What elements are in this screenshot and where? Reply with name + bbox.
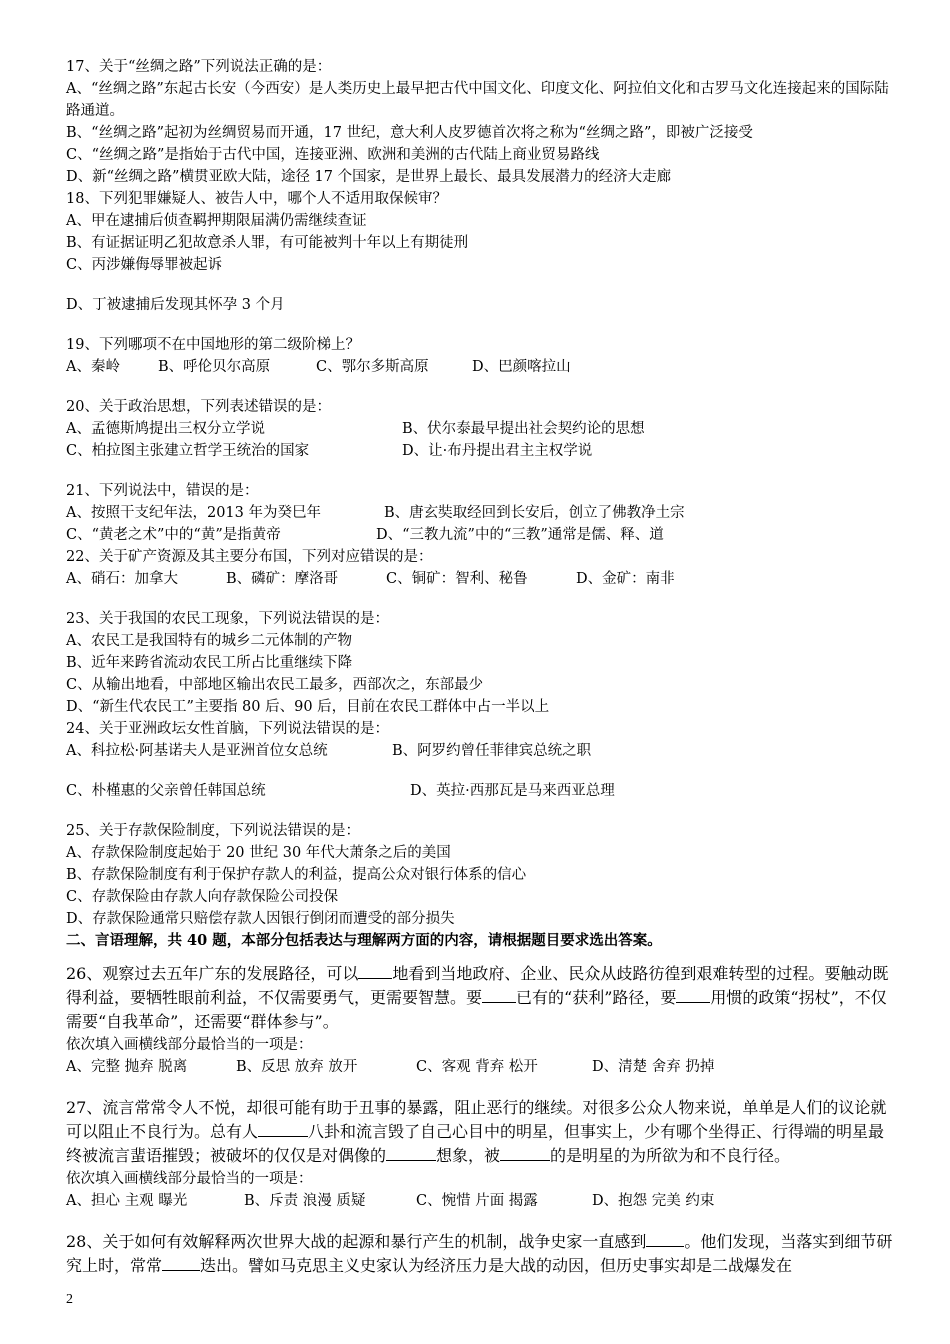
q25-stem: 25、关于存款保险制度，下列说法错误的是： xyxy=(66,823,360,839)
q17-option-d: D、新“丝绸之路”横贯亚欧大陆，途径 17 个国家，是世界上最长、最具发展潜力的经济大走廊 xyxy=(66,169,672,185)
q19-stem: 19、下列哪项不在中国地形的第二级阶梯上？ xyxy=(66,337,360,353)
q22-option-d: D、金矿：南非 xyxy=(576,571,675,587)
q17-option-b: B、“丝绸之路”起初为丝绸贸易而开通，17 世纪，意大利人皮罗德首次将之称为“丝绸之路”，即被广泛接受 xyxy=(66,125,753,141)
q17-option-c: C、“丝绸之路”是指始于古代中国，连接亚洲、欧洲和美洲的古代陆上商业贸易路线 xyxy=(66,147,600,163)
q21-option-c: C、“黄老之术”中的“黄”是指黄帝 xyxy=(66,527,281,543)
q25-option-c: C、存款保险由存款人向存款保险公司投保 xyxy=(66,889,339,905)
q22-option-a: A、硝石：加拿大 xyxy=(66,571,178,587)
q18-option-d: D、丁被逮捕后发现其怀孕 3 个月 xyxy=(66,297,285,313)
q26-options xyxy=(66,1056,896,1078)
q19-option-d: D、巴颜喀拉山 xyxy=(472,359,571,375)
q21-option-d: D、“三教九流”中的“三教”通常是儒、释、道 xyxy=(376,527,664,543)
q27-text-3: 想象，被 xyxy=(436,1146,501,1165)
q23-option-b: B、近年来跨省流动农民工所占比重继续下降 xyxy=(66,655,353,671)
q21-options-row1 xyxy=(66,502,896,524)
q26-option-b: B、反思 放弃 放开 xyxy=(236,1059,358,1075)
q26-blank-1 xyxy=(358,962,392,979)
q24-option-a: A、科拉松·阿基诺夫人是亚洲首位女总统 xyxy=(66,743,328,759)
q19-option-c: C、鄂尔多斯高原 xyxy=(316,359,429,375)
q19-option-a: A、秦岭 xyxy=(66,359,120,375)
q18-option-a: A、甲在逮捕后侦查羁押期限届满仍需继续查证 xyxy=(66,213,367,229)
q19-options xyxy=(66,356,896,378)
q27-options xyxy=(66,1190,896,1212)
q28-text-2: 。他们发现，当落实到细节研究上时，常常 xyxy=(66,1232,893,1275)
q23-option-c: C、从输出地看，中部地区输出农民工最多，西部次之，东部最少 xyxy=(66,677,484,693)
q26-passage xyxy=(66,962,896,1034)
page-number: 2 xyxy=(66,1292,73,1307)
q27-prompt: 依次填入画横线部分最恰当的一项是： xyxy=(66,1171,313,1187)
q27-option-b: B、斥责 浪漫 质疑 xyxy=(244,1193,366,1209)
q26-blank-3 xyxy=(676,986,710,1003)
q18-option-c: C、丙涉嫌侮辱罪被起诉 xyxy=(66,257,223,273)
q22-stem: 22、关于矿产资源及其主要分布国，下列对应错误的是： xyxy=(66,549,433,565)
q18-option-b: B、有证据证明乙犯故意杀人罪，有可能被判十年以上有期徒刑 xyxy=(66,235,469,251)
q17-stem: 17、关于“丝绸之路”下列说法正确的是： xyxy=(66,59,332,75)
q24-stem: 24、关于亚洲政坛女性首脑，下列说法错误的是： xyxy=(66,721,389,737)
section-heading: 二、言语理解，共 40 题，本部分包括表达与理解两方面的内容，请根据题目要求选出答案。 xyxy=(66,932,662,949)
q20-option-d: D、让·布丹提出君主主权学说 xyxy=(402,443,593,459)
q20-stem: 20、关于政治思想，下列表述错误的是： xyxy=(66,399,331,415)
q27-blank-2 xyxy=(386,1144,436,1161)
q27-blank-1 xyxy=(258,1120,308,1137)
q21-option-b: B、唐玄奘取经回到长安后，创立了佛教净土宗 xyxy=(384,505,685,521)
q27-text-2: 八卦和流言毁了自己心目中的明星，但事实上，少有哪个坐得正、行得端的明星最终被流言蜚语摧毁；被破坏的仅仅是对偶像的 xyxy=(66,1122,885,1165)
q27-passage xyxy=(66,1096,896,1168)
q25-option-a: A、存款保险制度起始于 20 世纪 30 年代大萧条之后的美国 xyxy=(66,845,451,861)
document-page xyxy=(66,56,896,1278)
q28-text-3: 迭出。譬如马克思主义史家认为经济压力是大战的动因，但历史事实却是二战爆发在 xyxy=(200,1256,793,1275)
q27-option-c: C、惋惜 片面 揭露 xyxy=(416,1193,538,1209)
q22-option-b: B、磷矿：摩洛哥 xyxy=(226,571,339,587)
q24-option-c: C、朴槿惠的父亲曾任韩国总统 xyxy=(66,783,266,799)
q23-option-a: A、农民工是我国特有的城乡二元体制的产物 xyxy=(66,633,352,649)
q28-blank-2 xyxy=(162,1254,200,1271)
q17-option-a: A、“丝绸之路”东起古长安（今西安）是人类历史上最早把古代中国文化、印度文化、阿拉伯文化和古罗马文化连接起来的国际陆路通道。 xyxy=(66,81,889,119)
q26-option-a: A、完整 抛弃 脱离 xyxy=(66,1059,188,1075)
q27-option-a: A、担心 主观 曝光 xyxy=(66,1193,188,1209)
q28-blank-1 xyxy=(646,1230,684,1247)
q26-prompt: 依次填入画横线部分最恰当的一项是： xyxy=(66,1037,313,1053)
q25-option-b: B、存款保险制度有利于保护存款人的利益，提高公众对银行体系的信心 xyxy=(66,867,527,883)
q26-option-c: C、客观 背弃 松开 xyxy=(416,1059,538,1075)
q24-option-b: B、阿罗约曾任菲律宾总统之职 xyxy=(392,743,592,759)
q27-text-1: 27、流言常常令人不悦，却很可能有助于丑事的暴露，阻止恶行的继续。对很多公众人物来说，单单是人们的议论就可以阻止不良行为。总有人 xyxy=(66,1098,887,1141)
q24-option-d: D、英拉·西那瓦是马来西亚总理 xyxy=(410,783,615,799)
q27-text-4: 的是明星的为所欲为和不良行径。 xyxy=(550,1146,791,1165)
q18-stem: 18、下列犯罪嫌疑人、被告人中，哪个人不适用取保候审？ xyxy=(66,191,447,207)
q27-option-d: D、抱怨 完美 约束 xyxy=(592,1193,715,1209)
q26-option-d: D、清楚 舍弃 扔掉 xyxy=(592,1059,715,1075)
q21-option-a: A、按照干支纪年法，2013 年为癸巳年 xyxy=(66,505,321,521)
q23-option-d: D、“新生代农民工”主要指 80 后、90 后，目前在农民工群体中占一半以上 xyxy=(66,699,550,715)
q26-text-1: 26、观察过去五年广东的发展路径，可以 xyxy=(66,964,359,983)
q20-option-c: C、柏拉图主张建立哲学王统治的国家 xyxy=(66,443,310,459)
q20-option-a: A、孟德斯鸠提出三权分立学说 xyxy=(66,421,265,437)
q28-passage xyxy=(66,1230,896,1278)
q22-options xyxy=(66,568,896,590)
q22-option-c: C、铜矿：智利、秘鲁 xyxy=(386,571,528,587)
q24-options-row2 xyxy=(66,780,896,802)
q26-text-2: 地看到当地政府、企业、民众从歧路彷徨到艰难转型的过程。要触动既得利益，要牺牲眼前利益，不仅需要勇气，更需要智慧。要 xyxy=(66,964,889,1007)
q20-option-b: B、伏尔泰最早提出社会契约论的思想 xyxy=(402,421,645,437)
q27-blank-3 xyxy=(500,1144,550,1161)
q24-options-row1 xyxy=(66,740,896,762)
q20-options-row2 xyxy=(66,440,896,462)
q20-options-row1 xyxy=(66,418,896,440)
q26-text-3: 已有的“获利”路径，要 xyxy=(516,988,677,1007)
q28-text-1: 28、关于如何有效解释两次世界大战的起源和暴行产生的机制，战争史家一直感到 xyxy=(66,1232,647,1251)
q25-option-d: D、存款保险通常只赔偿存款人因银行倒闭而遭受的部分损失 xyxy=(66,911,455,927)
q26-blank-2 xyxy=(482,986,516,1003)
q23-stem: 23、关于我国的农民工现象，下列说法错误的是： xyxy=(66,611,389,627)
q26-text-4: 用惯的政策“拐杖”，不仅需要“自我革命”，还需要“群体参与”。 xyxy=(66,988,887,1031)
q21-options-row2 xyxy=(66,524,896,546)
q21-stem: 21、下列说法中，错误的是： xyxy=(66,483,259,499)
q19-option-b: B、呼伦贝尔高原 xyxy=(158,359,271,375)
